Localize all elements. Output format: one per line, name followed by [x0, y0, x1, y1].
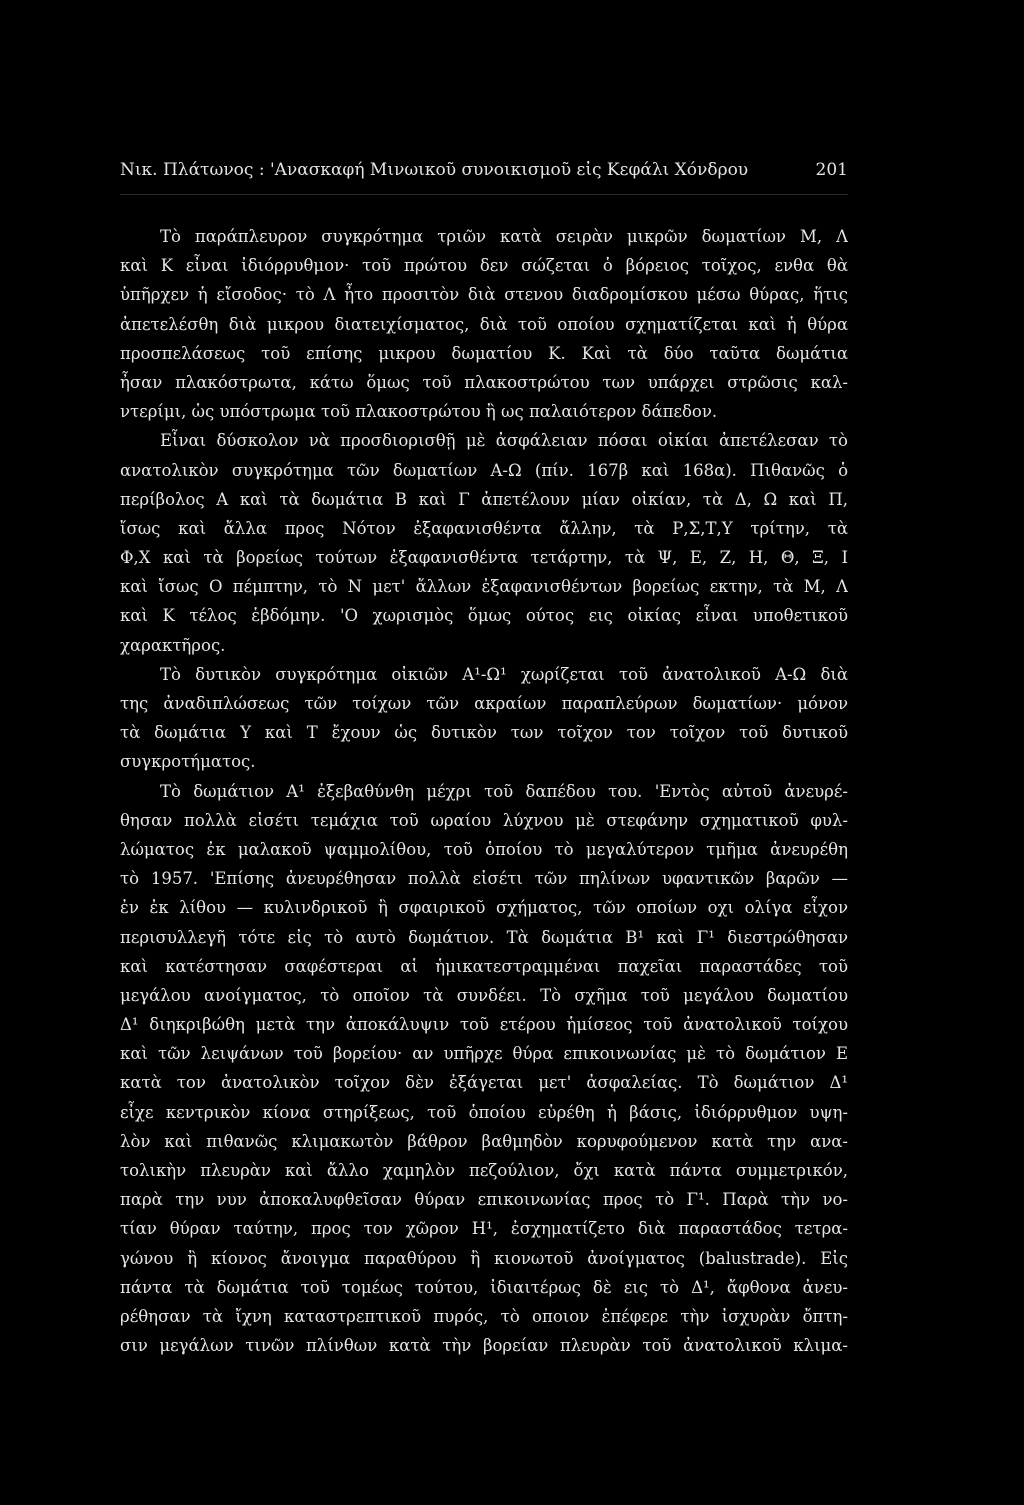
text-line: ἴσως καὶ ἄλλα προς Νότον ἐξαφανισθέντα ἄλλην, τὰ Ρ,Σ,Τ,Υ τρίτην, τὰ [120, 518, 848, 538]
text-line: της ἀναδιπλώσεως τῶν τοίχων τῶν ακραίων παραπλεύρων δωματίων· μόνον [120, 694, 848, 713]
text-line: τολικὴν πλευρὰν καὶ ἄλλο χαμηλὸν πεζούλιον, ὄχι κατὰ πάντα συμμετρικόν, [120, 1161, 848, 1180]
text-line: συγκροτήματος. [120, 752, 256, 772]
text-line: ρέθησαν τὰ ἴχνη καταστρεπτικοῦ πυρός, τὸ οποιον ἐπέφερε τὴν ἰσχυρὰν ὄπτη- [120, 1306, 848, 1326]
text-line: χαρακτῆρος. [120, 635, 226, 655]
text-line: ντερίμι, ὡς υπόστρωμα τοῦ πλακοστρώτου ἢ ως παλαιότερον δάπεδον. [120, 402, 718, 422]
text-line: μεγάλου ανοίγματος, τὸ οποῖον τὰ συνδέει. Τὸ σχῆμα τοῦ μεγάλου δωματίου [120, 985, 848, 1005]
text-line: καὶ κατέστησαν σαφέστεραι αἱ ἡμικατεστραμμέναι παχεῖαι παραστάδες τοῦ [120, 956, 848, 976]
text-line: λώματος ἐκ μαλακοῦ ψαμμολίθου, τοῦ ὁποίου τὸ μεγαλύτερον τμῆμα ἀνευρέθη [120, 839, 848, 859]
text-line: θησαν πολλὰ εἰσέτι τεμάχια τοῦ ωραίου λύχνου μὲ στεφάνην σχηματικοῦ φυλ- [120, 810, 848, 830]
text-line: ἦσαν πλακόστρωτα, κάτω ὅμως τοῦ πλακοστρώτου των υπάρχει στρῶσις καλ- [120, 372, 848, 392]
text-line: ὑπῆρχεν ἡ εἴσοδος· τὸ Λ ἦτο προσιτὸν διὰ στενου διαδρομίσκου μέσω θύρας, ἥτις [120, 285, 848, 305]
text-line: ανατολικὸν συγκρότημα τῶν δωματίων Α-Ω (πίν. 167β καὶ 168α). Πιθανῶς ὁ [120, 460, 848, 480]
header-rule [120, 194, 848, 195]
text-line: παρὰ την νυν ἀποκαλυφθεῖσαν θύραν επικοινωνίας προς τὸ Γ¹. Παρὰ τὴν νο- [120, 1190, 848, 1210]
text-line: Τὸ δυτικὸν συγκρότημα οἰκιῶν Α¹-Ω¹ χωρίζεται τοῦ ἀνατολικοῦ Α-Ω διὰ [160, 664, 848, 684]
text-line: Τὸ δωμάτιον Α¹ ἐξεβαθύνθη μέχρι τοῦ δαπέδου του. 'Εντὸς αὐτοῦ ἀνευρέ- [160, 781, 848, 801]
text-line: καὶ Κ τέλος ἑβδόμην. 'Ο χωρισμὸς ὅμως ούτος εις οἰκίας εἶναι υποθετικοῦ [120, 606, 848, 626]
text-line: καὶ Κ εἶναι ἰδιόρρυθμον· τοῦ πρώτου δεν σώζεται ὁ βόρειος τοῖχος, ενθα θὰ [120, 256, 848, 276]
text-line: κατὰ τον ἀνατολικὸν τοῖχον δὲν ἐξάγεται μετ' ἀσφαλείας. Τὸ δωμάτιον Δ¹ [120, 1073, 848, 1093]
text-line: προσπελάσεως τοῦ επίσης μικρου δωματίου Κ. Καὶ τὰ δύο ταῦτα δωμάτια [120, 343, 848, 363]
text-line: καὶ ἴσως Ο πέμπτην, τὸ Ν μετ' ἄλλων ἐξαφανισθέντων βορείως εκτην, τὰ Μ, Λ [120, 577, 848, 597]
text-line: Εἶναι δύσκολον νὰ προσδιορισθῇ μὲ ἀσφάλειαν πόσαι οἰκίαι ἀπετέλεσαν τὸ [160, 431, 848, 451]
text-line: Δ¹ διηκριβώθη μετὰ την ἀποκάλυψιν τοῦ ετέρου ἡμίσεος τοῦ ἀνατολικοῦ τοίχου [120, 1015, 848, 1035]
body-text [120, 222, 848, 1360]
running-header [120, 160, 848, 184]
text-line: περισυλλεγῆ τότε εἰς τὸ αυτὸ δωμάτιον. Τὰ δωμάτια Β¹ καὶ Γ¹ διεστρώθησαν [120, 927, 848, 947]
text-line: πάντα τὰ δωμάτια τοῦ τομέως τούτου, ἰδιαιτέρως δὲ εις τὸ Δ¹, ἄφθονα ἀνευ- [120, 1277, 848, 1297]
text-line: ἐν ἐκ λίθου — κυλινδρικοῦ ἢ σφαιρικοῦ σχήματος, τῶν οποίων οχι ολίγα εἶχον [120, 898, 848, 918]
text-line: σιν μεγάλων τινῶν πλίνθων κατὰ τὴν βορείαν πλευρὰν τοῦ ἀνατολικοῦ κλιμα- [120, 1336, 848, 1356]
text-line: εἶχε κεντρικὸν κίονα στηρίξεως, τοῦ ὁποίου εὑρέθη ἡ βάσις, ἰδιόρρυθμον υψη- [120, 1102, 848, 1122]
running-title: Νικ. Πλάτωνος : 'Ανασκαφή Μινωικοῦ συνοικισμοῦ εἰς Κεφάλι Χόνδρου [120, 160, 749, 180]
text-line: Τὸ παράπλευρον συγκρότημα τριῶν κατὰ σειρὰν μικρῶν δωματίων Μ, Λ [160, 227, 848, 246]
text-line: τίαν θύραν ταύτην, προς τον χῶρον Η¹, ἐσχηματίζετο διὰ παραστάδος τετρα- [120, 1219, 848, 1239]
page-number: 201 [815, 160, 848, 180]
text-line: γώνου ἢ κίονος ἄνοιγμα παραθύρου ἢ κιονωτοῦ ἀνοίγματος (balustrade). Εἰς [120, 1248, 848, 1268]
text-line: περίβολος Α καὶ τὰ δωμάτια Β καὶ Γ ἀπετέλουν μίαν οἰκίαν, τὰ Δ, Ω καὶ Π, [120, 489, 848, 509]
text-line: τὰ δωμάτια Υ καὶ Τ ἔχουν ὡς δυτικὸν των τοῖχον τον τοῖχον τοῦ δυτικοῦ [120, 723, 848, 743]
text-line: ἀπετελέσθη διὰ μικρου διατειχίσματος, διὰ τοῦ οποίου σχηματίζεται καὶ ἡ θύρα [120, 314, 848, 334]
text-line: Φ,Χ καὶ τὰ βορείως τούτων ἐξαφανισθέντα τετάρτην, τὰ Ψ, Ε, Ζ, Η, Θ, Ξ, Ι [120, 548, 848, 568]
text-line: τὸ 1957. 'Επίσης ἀνευρέθησαν πολλὰ εἰσέτι τῶν πηλίνων υφαντικῶν βαρῶν — [120, 869, 848, 889]
text-line: λὸν καὶ πιθανῶς κλιμακωτὸν βάθρον βαθμηδὸν κορυφούμενον κατὰ την ανα- [120, 1131, 848, 1151]
text-line: καὶ τῶν λειψάνων τοῦ βορείου· αν υπῆρχε θύρα επικοινωνίας μὲ τὸ δωμάτιον Ε [120, 1044, 848, 1064]
